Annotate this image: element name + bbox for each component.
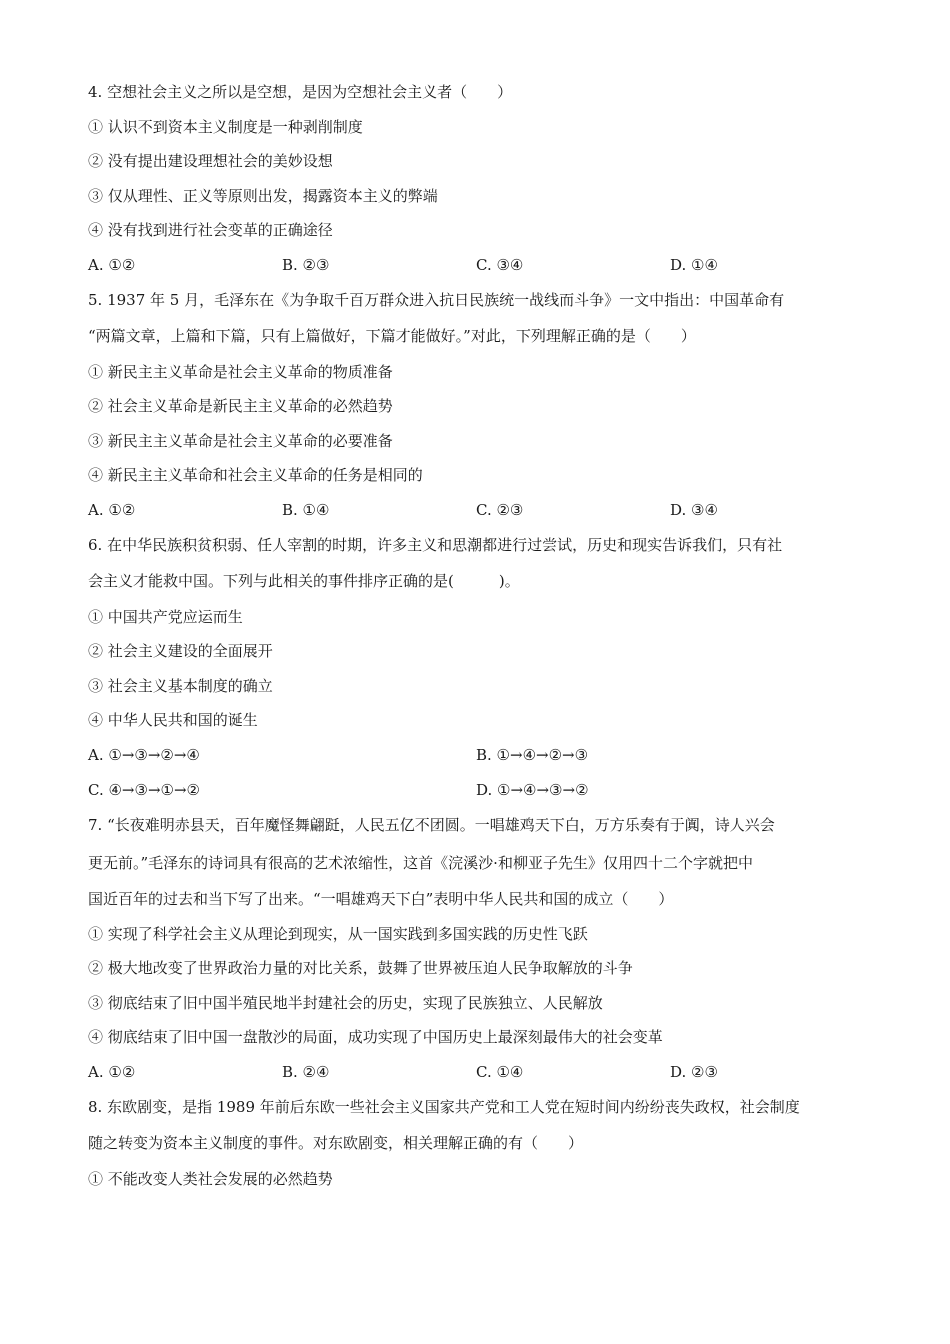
q5-item-3: ③ 新民主主义革命是社会主义革命的必要准备 [88,432,393,450]
q5-option-a: A. ①② [88,501,136,519]
q4-option-b: B. ②③ [282,256,330,274]
q7-stem-line-2: 更无前。”毛泽东的诗词具有很高的艺术浓缩性，这首《浣溪沙·和柳亚子先生》仅用四十二个字就把中 [88,854,753,872]
q4-option-a: A. ①② [88,256,136,274]
q5-option-b: B. ①④ [282,501,330,519]
q8-stem-line-2: 随之转变为资本主义制度的事件。对东欧剧变，相关理解正确的有（ ） [88,1134,584,1152]
q8-item-1: ① 不能改变人类社会发展的必然趋势 [88,1170,333,1188]
q7-item-1: ① 实现了科学社会主义从理论到现实，从一国实践到多国实践的历史性飞跃 [88,925,588,943]
q7-stem-line-1: 7. “长夜难明赤县天，百年魔怪舞翩跹，人民五亿不团圆。一唱雄鸡天下白，万方乐奏有于阗，诗人兴会 [88,816,775,834]
q6-item-2: ② 社会主义建设的全面展开 [88,642,273,660]
q8-stem-line-1: 8. 东欧剧变，是指 1989 年前后东欧一些社会主义国家共产党和工人党在短时间内纷纷丧失政权，社会制度 [88,1098,800,1116]
q7-item-4: ④ 彻底结束了旧中国一盘散沙的局面，成功实现了中国历史上最深刻最伟大的社会变革 [88,1028,663,1046]
q7-option-a: A. ①② [88,1063,136,1081]
q4-stem: 4. 空想社会主义之所以是空想，是因为空想社会主义者（ ） [88,83,513,101]
q7-item-2: ② 极大地改变了世界政治力量的对比关系，鼓舞了世界被压迫人民争取解放的斗争 [88,959,633,977]
q7-item-3: ③ 彻底结束了旧中国半殖民地半封建社会的历史，实现了民族独立、人民解放 [88,994,603,1012]
q5-item-4: ④ 新民主主义革命和社会主义革命的任务是相同的 [88,466,423,484]
q5-stem-line-2: “两篇文章，上篇和下篇，只有上篇做好，下篇才能做好。”对此，下列理解正确的是（ ） [88,327,696,345]
q7-option-d: D. ②③ [670,1063,718,1081]
q4-item-3: ③ 仅从理性、正义等原则出发，揭露资本主义的弊端 [88,187,438,205]
q4-item-4: ④ 没有找到进行社会变革的正确途径 [88,221,333,239]
q6-option-c: C. ④→③→①→② [88,781,200,799]
q6-item-1: ① 中国共产党应运而生 [88,608,243,626]
q6-option-d: D. ①→④→③→② [476,781,589,799]
q6-stem-line-1: 6. 在中华民族积贫积弱、任人宰割的时期，许多主义和思潮都进行过尝试，历史和现实告诉我们，只有社 [88,536,783,554]
q5-item-1: ① 新民主主义革命是社会主义革命的物质准备 [88,363,393,381]
q5-option-c: C. ②③ [476,501,524,519]
q5-item-2: ② 社会主义革命是新民主主义革命的必然趋势 [88,397,393,415]
q4-item-2: ② 没有提出建设理想社会的美妙设想 [88,152,333,170]
q6-option-b: B. ①→④→②→③ [476,746,589,764]
q6-item-4: ④ 中华人民共和国的诞生 [88,711,258,729]
q4-option-c: C. ③④ [476,256,524,274]
q4-option-d: D. ①④ [670,256,718,274]
q5-stem-line-1: 5. 1937 年 5 月，毛泽东在《为争取千百万群众进入抗日民族统一战线而斗争》一文中指出：中国革命有 [88,291,785,309]
q5-option-d: D. ③④ [670,501,718,519]
q7-stem-line-3: 国近百年的过去和当下写了出来。“一唱雄鸡天下白”表明中华人民共和国的成立（ ） [88,890,674,908]
q6-stem-line-2: 会主义才能救中国。下列与此相关的事件排序正确的是( )。 [88,572,520,590]
q6-item-3: ③ 社会主义基本制度的确立 [88,677,273,695]
q4-item-1: ① 认识不到资本主义制度是一种剥削制度 [88,118,363,136]
q7-option-b: B. ②④ [282,1063,330,1081]
q6-option-a: A. ①→③→②→④ [88,746,200,764]
q7-option-c: C. ①④ [476,1063,524,1081]
